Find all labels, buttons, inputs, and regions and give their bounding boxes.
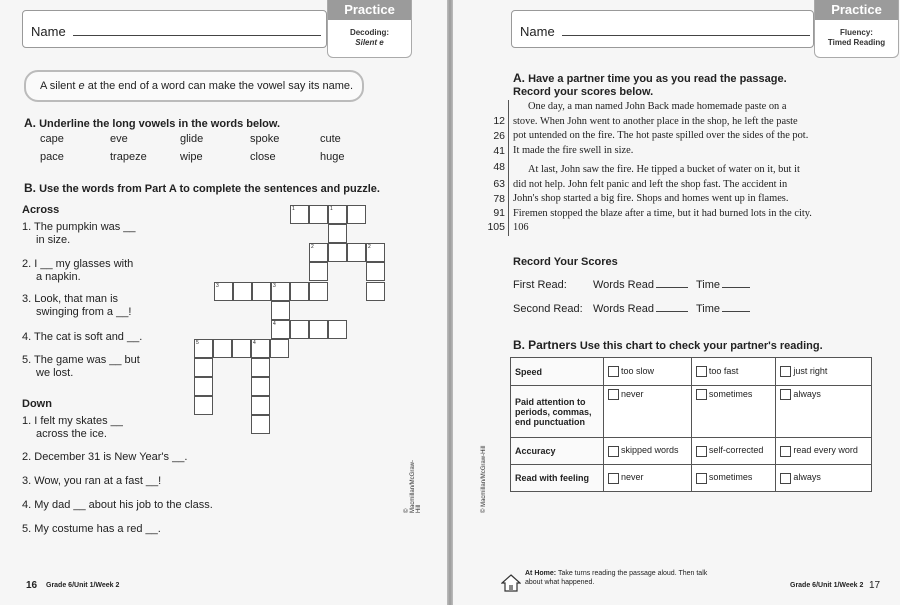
option-label: too fast	[708, 365, 739, 376]
clue-line: we lost.	[36, 367, 74, 379]
option-label: always	[793, 389, 821, 399]
clue-num: 2.	[22, 258, 32, 270]
chart-option[interactable]	[776, 438, 872, 465]
crossword-cell[interactable]	[251, 339, 270, 358]
tab-subtitle-2: Timed Reading	[827, 38, 886, 47]
passage-line: John's shop started a big fire. Shops and homes went up in flames.	[513, 193, 789, 204]
chart-option[interactable]	[691, 358, 776, 386]
checkbox[interactable]	[696, 366, 707, 377]
crossword-cell[interactable]	[328, 205, 347, 224]
chart-row-punctuation	[511, 386, 872, 438]
down-clue-1	[22, 415, 123, 441]
time-blank[interactable]	[722, 303, 750, 312]
crossword-cell[interactable]	[251, 415, 270, 434]
word-item[interactable]: cape	[40, 133, 64, 145]
chart-row-label: Accuracy	[511, 438, 604, 465]
chart-option[interactable]	[604, 465, 692, 492]
chart-option[interactable]	[776, 386, 872, 438]
crossword-cell[interactable]	[347, 243, 366, 262]
words-read-label: Words Read	[593, 279, 654, 291]
part-a-heading	[513, 72, 787, 99]
part-a-letter: A.	[24, 116, 36, 130]
crossword-cell[interactable]	[271, 282, 290, 301]
part-b-letter: B.	[513, 338, 525, 352]
crossword-cell[interactable]	[271, 301, 290, 320]
part-b-heading	[513, 338, 823, 352]
chart-option[interactable]	[604, 438, 692, 465]
rule-text-post: at the end of a word can make the vowel say its name.	[84, 80, 354, 92]
crossword-cell[interactable]	[309, 243, 328, 262]
crossword-cell[interactable]	[252, 282, 271, 301]
crossword-cell-number: 4	[273, 321, 276, 327]
option-label: sometimes	[708, 389, 753, 399]
crossword-cell[interactable]	[214, 282, 233, 301]
crossword-cell-number: 1	[292, 206, 295, 212]
clue-num: 3.	[22, 475, 32, 487]
chart-option[interactable]	[691, 438, 776, 465]
crossword-cell[interactable]	[270, 339, 289, 358]
at-home-label: At Home:	[525, 570, 557, 577]
partner-chart	[510, 357, 872, 492]
crossword-cell[interactable]	[366, 262, 385, 281]
across-label: Across	[22, 204, 60, 216]
word-item[interactable]: glide	[180, 133, 204, 145]
clue-num: 4.	[22, 331, 32, 343]
passage-paragraph-1	[513, 100, 813, 158]
checkbox[interactable]	[696, 389, 707, 400]
passage-line: One day, a man named John Back made homemade paste on a	[528, 101, 787, 112]
chart-option[interactable]	[604, 386, 692, 438]
across-clue-4	[22, 331, 142, 344]
word-item[interactable]: spoke	[250, 133, 280, 145]
chart-option[interactable]	[776, 358, 872, 386]
word-count: 105	[487, 221, 505, 233]
part-a-heading	[24, 116, 280, 130]
crossword-cell[interactable]	[213, 339, 232, 358]
clue-num: 5.	[22, 354, 32, 366]
crossword-cell[interactable]	[366, 243, 385, 262]
part-b-text: Use this chart to check your partner's reading.	[576, 340, 823, 352]
time-label: Time	[696, 303, 721, 315]
time-blank[interactable]	[722, 279, 750, 288]
practice-tab	[814, 0, 899, 58]
name-box	[511, 10, 814, 48]
option-label: sometimes	[708, 472, 753, 483]
clue-num: 4.	[22, 499, 32, 511]
checkbox[interactable]	[608, 366, 619, 377]
tab-title: Practice	[328, 0, 411, 20]
passage-line: pot untended on the fire. The hot paste spilled over the sides of the pot.	[513, 130, 809, 141]
part-a-line-1: Have a partner time you as you read the passage.	[528, 73, 787, 85]
crossword-cell[interactable]	[194, 377, 213, 396]
chart-row-label: Paid attention to periods, commas, end punctuation	[511, 386, 604, 438]
crossword-cell[interactable]	[194, 358, 213, 377]
clue-line: I felt my skates __	[34, 415, 123, 427]
down-clue-4	[22, 499, 213, 512]
practice-tab	[327, 0, 412, 58]
option-label: never	[621, 472, 644, 483]
crossword-cell[interactable]	[290, 320, 309, 339]
crossword-cell[interactable]	[328, 243, 347, 262]
clue-line: The pumpkin was __	[34, 221, 136, 233]
word-count: 12	[493, 115, 505, 127]
crossword-cell[interactable]	[328, 320, 347, 339]
crossword-cell[interactable]	[309, 205, 328, 224]
footer-left: Grade 6/Unit 1/Week 2	[46, 582, 120, 589]
silent-e-rule	[24, 70, 364, 102]
chart-option[interactable]	[691, 386, 776, 438]
passage-paragraph-2	[513, 163, 813, 236]
tab-subtitle-1: Decoding:	[349, 28, 390, 37]
option-label: too slow	[621, 365, 655, 376]
reading-passage	[508, 100, 813, 236]
word-list	[40, 133, 360, 163]
chart-option[interactable]	[691, 465, 776, 492]
words-read-label: Words Read	[593, 303, 654, 315]
part-a-text: Underline the long vowels in the words below.	[39, 118, 281, 130]
clue-line: a napkin.	[36, 271, 81, 283]
second-words-read	[593, 303, 688, 315]
name-line[interactable]	[562, 35, 810, 36]
first-read-label: First Read:	[513, 279, 567, 291]
part-b-letter: B.	[24, 181, 36, 195]
part-b-heading	[24, 181, 380, 195]
checkbox[interactable]	[780, 389, 791, 400]
words-read-blank[interactable]	[656, 279, 688, 288]
part-b-text: Use the words from Part A to complete the sentences and puzzle.	[39, 183, 380, 195]
crossword-cell[interactable]	[328, 224, 347, 243]
crossword-cell-number: 5	[196, 340, 199, 346]
first-words-read	[593, 279, 688, 291]
word-count: 78	[493, 193, 505, 205]
word-item[interactable]: trapeze	[110, 151, 147, 163]
time-label: Time	[696, 279, 721, 291]
crossword-cell-number: 1	[330, 206, 333, 212]
clue-num: 1.	[22, 221, 32, 233]
word-item[interactable]: eve	[110, 133, 128, 145]
second-read-label: Second Read:	[513, 303, 583, 315]
clue-line: The cat is soft and __.	[34, 331, 143, 343]
checkbox[interactable]	[608, 446, 619, 457]
crossword-cell-number: 2	[368, 244, 371, 250]
clue-num: 1.	[22, 415, 32, 427]
chart-option[interactable]	[604, 358, 692, 386]
word-item[interactable]: huge	[320, 151, 345, 163]
crossword-cell-number: 2	[311, 244, 314, 250]
crossword-cell[interactable]	[347, 205, 366, 224]
word-item[interactable]: close	[250, 151, 276, 163]
crossword-cell[interactable]	[251, 396, 270, 415]
across-clue-5	[22, 354, 140, 380]
checkbox[interactable]	[608, 473, 619, 484]
down-label: Down	[22, 398, 52, 410]
house-icon	[501, 573, 521, 593]
clue-line: in size.	[36, 234, 71, 246]
word-count: 26	[493, 130, 505, 142]
at-home-text: Take turns reading the passage aloud. Then talk about what happened.	[525, 570, 708, 586]
clue-line: swinging from a __!	[36, 306, 132, 318]
name-label: Name	[31, 24, 66, 39]
checkbox[interactable]	[608, 389, 619, 400]
word-item[interactable]: pace	[40, 151, 64, 163]
clue-line: Look, that man is	[34, 293, 119, 305]
second-time	[696, 303, 750, 315]
crossword-cell[interactable]	[194, 396, 213, 415]
option-label: self-corrected	[708, 445, 764, 456]
crossword-cell[interactable]	[194, 339, 213, 358]
crossword-cell[interactable]	[271, 320, 290, 339]
record-scores-title: Record Your Scores	[513, 256, 618, 268]
crossword-cell-number: 3	[273, 283, 276, 289]
clue-line: across the ice.	[36, 428, 107, 440]
option-label: never	[621, 389, 644, 399]
rule-text-e: e	[78, 80, 85, 92]
down-clue-2	[22, 451, 187, 464]
crossword-cell-number: 3	[216, 283, 219, 289]
copyright-right: © Macmillan/McGraw-Hill	[481, 445, 487, 513]
option-label: just right	[793, 365, 828, 376]
checkbox[interactable]	[780, 473, 791, 484]
passage-line: Firemen stopped the blaze after a time, but it had burned lots in the	[513, 207, 792, 219]
tab-subtitle-2: Silent e	[355, 38, 384, 47]
chart-row-label: Speed	[511, 358, 604, 386]
word-count: 48	[493, 161, 505, 173]
clue-num: 2.	[22, 451, 32, 463]
down-clue-5	[22, 523, 161, 536]
word-item[interactable]: cute	[320, 133, 341, 145]
right-page	[453, 0, 900, 605]
footer-right: Grade 6/Unit 1/Week 2	[790, 582, 864, 589]
word-count: 41	[493, 145, 505, 157]
crossword-cell[interactable]	[366, 282, 385, 301]
page-number-left: 16	[26, 580, 38, 591]
passage-line: city. 106	[513, 207, 812, 233]
down-clue-3	[22, 475, 161, 488]
crossword-cell[interactable]	[309, 320, 328, 339]
clue-line: Wow, you ran at a fast __!	[34, 475, 162, 487]
rule-text-pre: A silent	[40, 80, 79, 92]
across-clue-1	[22, 221, 136, 247]
clue-line: My costume has a red __.	[34, 523, 161, 535]
clue-line: I __ my glasses with	[34, 258, 134, 270]
part-a-letter: A.	[513, 71, 525, 85]
part-a-line-2: Record your scores below.	[513, 86, 654, 98]
chart-row-feeling	[511, 465, 872, 492]
across-clue-2	[22, 258, 133, 284]
at-home-note	[525, 569, 715, 587]
name-line[interactable]	[73, 35, 321, 36]
tab-subtitle-1: Fluency:	[840, 28, 873, 37]
checkbox[interactable]	[696, 473, 707, 484]
passage-line: it did not help. John felt panic and left the shop fast. The accident in	[513, 164, 800, 190]
clue-num: 5.	[22, 523, 32, 535]
option-label: skipped words	[621, 445, 679, 456]
across-clue-3	[22, 293, 131, 319]
crossword-cell[interactable]	[251, 377, 270, 396]
crossword-cell[interactable]	[251, 358, 270, 377]
crossword-cell[interactable]	[290, 282, 309, 301]
word-count: 63	[493, 178, 505, 190]
word-count: 91	[493, 207, 505, 219]
crossword-cell[interactable]	[309, 282, 328, 301]
passage-line: It made the fire swell in size.	[513, 144, 634, 156]
part-b-bold: Partners	[528, 338, 577, 352]
chart-option[interactable]	[776, 465, 872, 492]
checkbox[interactable]	[780, 446, 791, 457]
clue-line: December 31 is New Year's __.	[34, 451, 188, 463]
name-label: Name	[520, 24, 555, 39]
clue-num: 3.	[22, 293, 32, 305]
clue-line: My dad __ about his job to the class.	[34, 499, 213, 511]
chart-row-accuracy	[511, 438, 872, 465]
left-page	[0, 0, 447, 605]
chart-row-speed	[511, 358, 872, 386]
name-box	[22, 10, 327, 48]
crossword-cell[interactable]	[309, 262, 328, 281]
crossword-cell[interactable]	[290, 205, 309, 224]
crossword-cell-number: 4	[253, 340, 256, 346]
crossword-cell[interactable]	[233, 282, 252, 301]
option-label: read every word	[793, 445, 858, 456]
tab-title: Practice	[815, 0, 898, 20]
checkbox[interactable]	[780, 366, 791, 377]
copyright-left: © Macmillan/McGraw-Hill	[404, 459, 422, 513]
chart-row-label: Read with feeling	[511, 465, 604, 492]
passage-line: stove. When John went to another place in the shop, he left the paste	[513, 115, 798, 127]
option-label: always	[793, 472, 821, 483]
word-item[interactable]: wipe	[180, 151, 203, 163]
page-number-right: 17	[869, 580, 881, 591]
first-time	[696, 279, 750, 291]
words-read-blank[interactable]	[656, 303, 688, 312]
checkbox[interactable]	[696, 446, 707, 457]
passage-line: At last, John saw the fire. He tipped a bucket of water on it, but	[528, 164, 792, 175]
crossword-cell[interactable]	[232, 339, 251, 358]
clue-line: The game was __ but	[34, 354, 140, 366]
